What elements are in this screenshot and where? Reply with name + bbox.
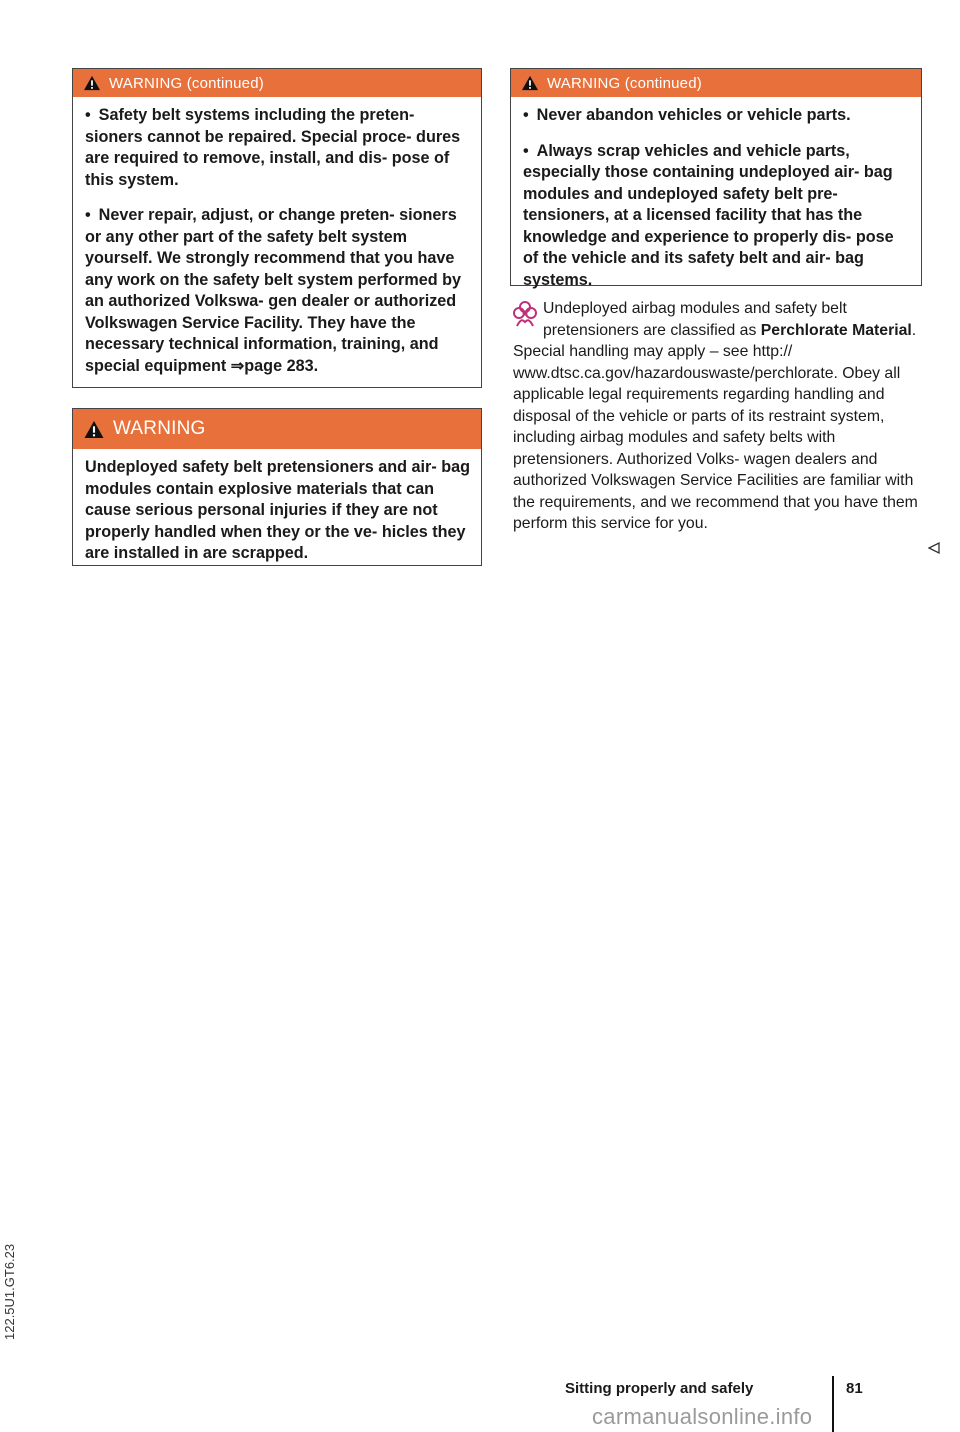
warning-body (511, 97, 921, 301)
document-code: 122.5U1.GT6.23 (2, 1243, 17, 1340)
warning-header (73, 409, 481, 449)
warning-box-left (72, 408, 482, 566)
warning-header-label: WARNING (continued) (109, 74, 264, 92)
warning-triangle-icon (521, 75, 539, 91)
warning-paragraph: • Safety belt systems including the preten- sioners cannot be repaired. Special proce- dures are required to remove, install, and dis- pose of this system. (85, 105, 471, 191)
warning-header (73, 69, 481, 97)
note-bold-term: Perchlorate Material (760, 321, 912, 339)
warning-continued-box-left (72, 68, 482, 388)
warning-continued-box-right (510, 68, 922, 289)
note-text: . Special handling may apply – see http:// www.dtsc.ca.gov/hazardouswaste/perchlorate. Obey all applicable legal requirements regarding handling and disposal of the vehicle or parts of its restraint system, including airbag modules and safety belts with pretensioners. Authorized Volks- wagen dealers and authorized Volkswagen Service Facilities are familiar with the requirements, and we recommend that you have them perform this service for you. (513, 321, 918, 532)
warning-header (511, 69, 921, 97)
warning-body (73, 97, 481, 387)
warning-header-label: WARNING (continued) (547, 74, 702, 92)
footer-section-title: Sitting properly and safely (565, 1380, 754, 1397)
warning-paragraph: Undeployed safety belt pretensioners and air- bag modules contain explosive materials that can cause serious personal injuries if they are not properly handled when they or the ve- hicles they are installed in are scrapped. (85, 458, 470, 562)
warning-paragraph: • Always scrap vehicles and vehicle parts, especially those containing undeployed air- bag modules and undeployed safety belt pre- tensioners, at a licensed facility that has the knowledge and experience to properly dis- pose of the vehicle and its safety belt and air- bag systems. (523, 141, 911, 292)
note-text: Undeployed airbag modules and safety belt pretensioners are classified as (543, 300, 847, 339)
watermark: carmanualsonline.info (592, 1404, 813, 1429)
end-of-section-triangle-icon (928, 542, 940, 554)
environment-note (513, 298, 933, 535)
warning-header-label: WARNING (113, 418, 206, 439)
warning-paragraph: • Never repair, adjust, or change preten- sioners or any other part of the safety belt system yourself. We strongly recommend that you have any work on the safety belt system performed by an authorized Volkswa- gen dealer or authorized Volkswagen Service Facility. They have the necessary technical information, training, and special equipment ⇒page 283. (85, 205, 471, 377)
warning-triangle-icon (83, 420, 105, 439)
page-number: 81 (846, 1380, 863, 1397)
warning-paragraph: • Never abandon vehicles or vehicle parts. (523, 105, 911, 127)
warning-triangle-icon (83, 75, 101, 91)
warning-body (73, 449, 481, 575)
environment-flower-icon (513, 300, 537, 328)
footer-divider (832, 1376, 834, 1432)
